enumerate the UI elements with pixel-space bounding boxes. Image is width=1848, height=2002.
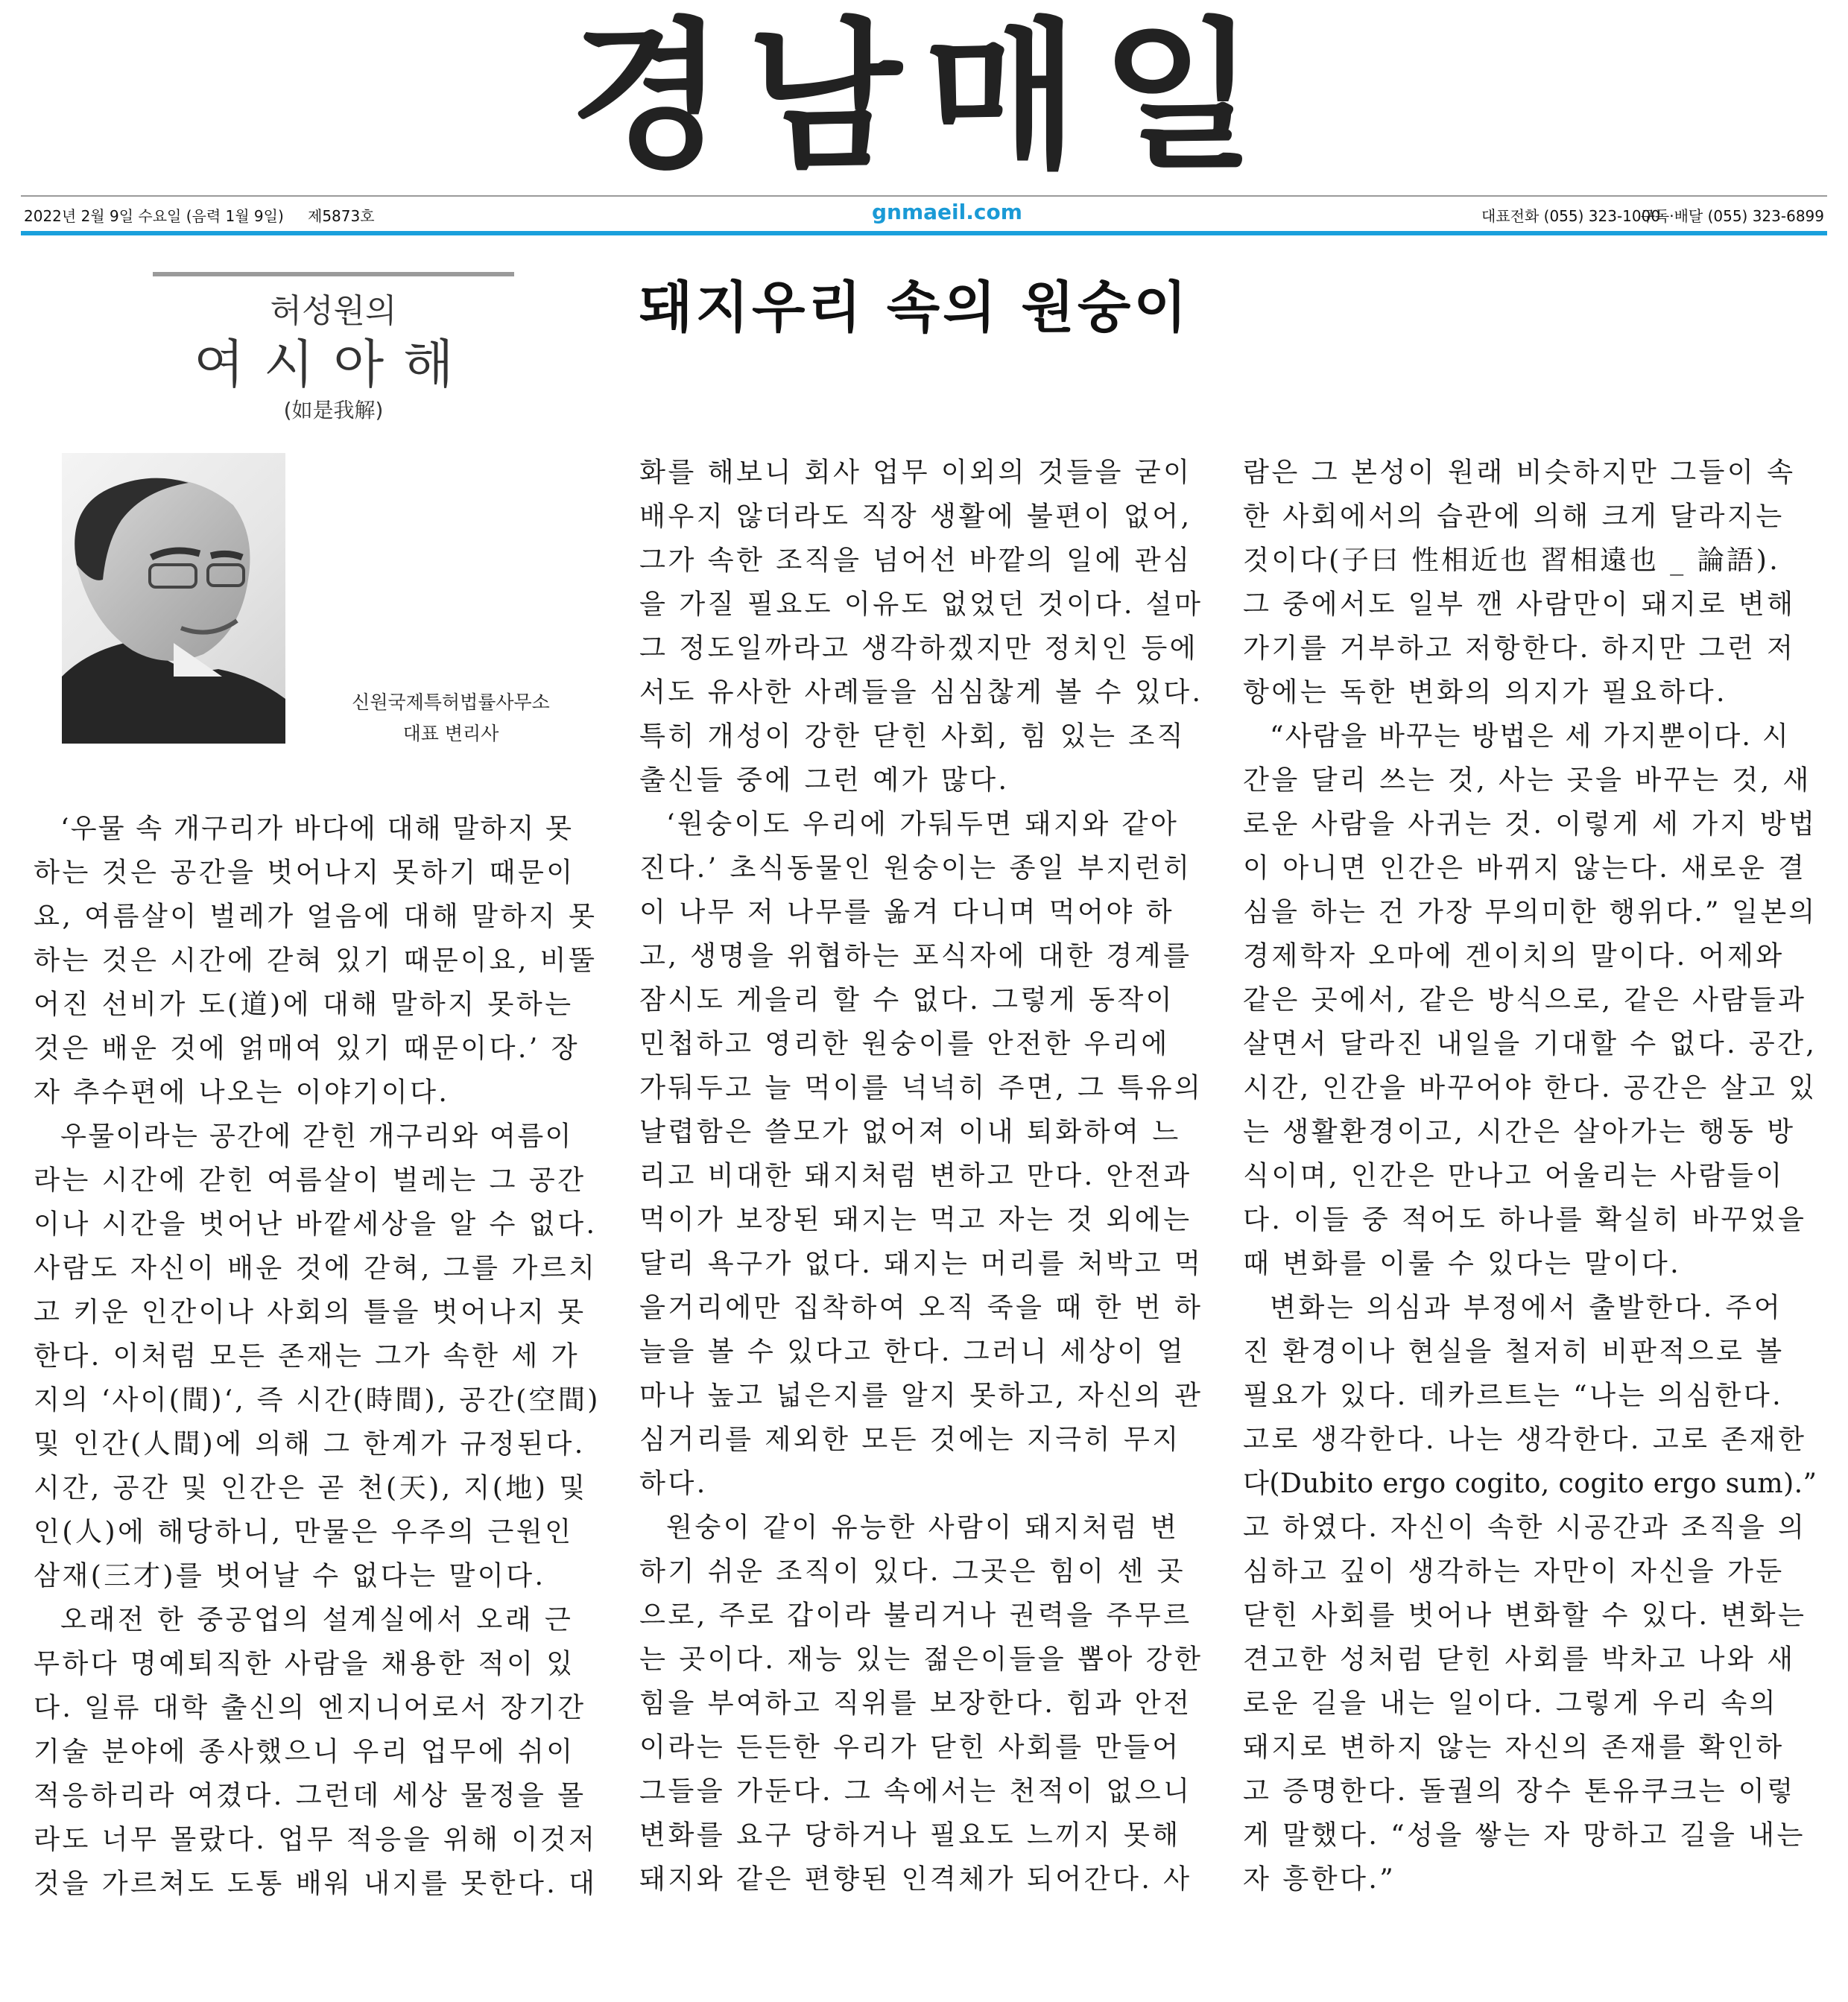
body-line: 것을 가르쳐도 도통 배워 내지를 못한다. 대 [34,1867,598,1899]
body-line: 는 곳이다. 재능 있는 젊은이들을 뽑아 강한 [639,1643,1203,1675]
body-line: 이 나무 저 나무를 옮겨 다니며 먹어야 하 [639,896,1175,928]
publication-date: 2022년 2월 9일 수요일 (음력 1월 9일) [24,207,284,225]
body-line: 돼지와 같은 편향된 인격체가 되어간다. 사 [639,1863,1192,1895]
body-line: 자 흥한다.” [1243,1863,1396,1895]
body-line: 특히 개성이 강한 닫힌 사회, 힘 있는 조직 [639,720,1186,752]
body-line: 고 증명한다. 돌궐의 장수 톤유쿠크는 이렇 [1243,1775,1796,1807]
body-line: 달리 욕구가 없다. 돼지는 머리를 처박고 먹 [639,1247,1203,1279]
body-line: 그들을 가둔다. 그 속에서는 천적이 없으니 [639,1775,1192,1807]
body-line: 사람도 자신이 배운 것에 갇혀, 그를 가르치 [34,1252,598,1284]
masthead [0,0,1848,194]
body-line: 우물이라는 공간에 갇힌 개구리와 여름이 [60,1120,573,1152]
body-line: 하는 것은 시간에 갇혀 있기 때문이요, 비뚤 [34,944,598,976]
body-line: 돼지로 변하지 않는 자신의 존재를 확인하 [1243,1731,1785,1763]
body-line: 그가 속한 조직을 넘어선 바깥의 일에 관심 [639,544,1192,576]
body-line: 어진 선비가 도(道)에 대해 말하지 못하는 [34,988,574,1020]
body-line: 이나 시간을 벗어난 바깥세상을 알 수 없다. [34,1208,598,1240]
subscription-phone: 구독·배달 (055) 323-6899 [1640,207,1824,225]
body-line: 다(Dubito ergo cogito, cogito ergo sum).” [1243,1467,1817,1499]
body-line: 람은 그 본성이 원래 비슷하지만 그들이 속 [1243,456,1796,488]
author-role: 대표 변리사 [402,723,499,744]
author-affiliation [306,687,596,750]
body-line: 로운 사람을 사귀는 것. 이렇게 세 가지 방법 [1243,808,1817,840]
body-line: 는 생활환경이고, 시간은 살아가는 행동 방 [1243,1115,1796,1147]
body-line: 오래전 한 중공업의 설계실에서 오래 근 [60,1603,574,1635]
body-line: 시간, 공간 및 인간은 곧 천(天), 지(地) 및 [34,1472,588,1504]
body-line: 배우지 않더라도 직장 생활에 불편이 없어, [639,500,1192,532]
body-line: 힘을 부여하고 직위를 보장한다. 힘과 안전 [639,1687,1192,1719]
body-line: 을거리에만 집착하여 오직 죽을 때 한 번 하 [639,1291,1203,1323]
author-photo [62,453,285,744]
body-line: 이 아니면 인간은 바뀌지 않는다. 새로운 결 [1243,852,1807,884]
body-line: 고로 생각한다. 나는 생각한다. 고로 존재한 [1243,1423,1807,1455]
body-line: 심하고 깊이 생각하는 자만이 자신을 가둔 [1243,1555,1785,1587]
newspaper-title: 경남매일 [569,3,1279,190]
body-line: 견고한 성처럼 닫힌 사회를 박차고 나와 새 [1243,1643,1796,1675]
article-column-2 [639,450,1206,1901]
body-line: 변화를 요구 당하거나 필요도 느끼지 못해 [639,1819,1181,1851]
body-line: 살면서 달라진 내일을 기대할 수 없다. 공간, [1243,1027,1817,1059]
body-line: 그 중에서도 일부 깬 사람만이 돼지로 변해 [1243,588,1796,620]
column-author-label: 허성원의 [270,292,397,330]
column-badge [153,272,514,424]
body-line: 라는 시간에 갇힌 여름살이 벌레는 그 공간 [34,1164,586,1196]
column-hanja: (如是我解) [283,398,384,422]
article-column-3 [1243,450,1817,1901]
body-line: 한다. 이처럼 모든 존재는 그가 속한 세 가 [34,1340,580,1372]
body-line: 이라는 든든한 우리가 닫힌 사회를 만들어 [639,1731,1181,1763]
article-headline: 돼지우리 속의 원숭이 [639,276,1190,340]
body-line: 날렵함은 쓸모가 없어져 이내 퇴화하여 느 [639,1115,1181,1147]
body-line: 닫힌 사회를 벗어나 변화할 수 있다. 변화는 [1243,1599,1807,1631]
body-line: 필요가 있다. 데카르트는 “나는 의심한다. [1243,1379,1784,1411]
body-line: 한 사회에서의 습관에 의해 크게 달라지는 [1243,500,1785,532]
body-line: 및 인간(人間)에 의해 그 한계가 규정된다. [34,1428,586,1460]
body-line: 하다. [639,1467,708,1499]
author-company: 신원국제특허법률사무소 [352,691,550,713]
body-line: 서도 유사한 사례들을 심심찮게 볼 수 있다. [639,676,1203,708]
body-line: 가둬두고 늘 먹이를 넉넉히 주면, 그 특유의 [639,1071,1203,1103]
body-line: 자 추수편에 나오는 이야기이다. [34,1076,450,1108]
body-line: 리고 비대한 돼지처럼 변하고 만다. 안전과 [639,1159,1192,1191]
body-line: ‘원숭이도 우리에 가둬두면 돼지와 같아 [666,808,1180,840]
body-line: 화를 해보니 회사 업무 이외의 것들을 굳이 [639,456,1192,488]
website-link[interactable]: gnmaeil.com [872,200,1022,224]
column-name: 여시아해 [194,334,473,395]
body-line: 진다.’ 초식동물인 원숭이는 종일 부지런히 [639,852,1192,884]
body-line: 항에는 독한 변화의 의지가 필요하다. [1243,676,1727,708]
badge-divider [153,272,514,276]
body-line: 하는 것은 공간을 벗어나지 못하기 때문이 [34,856,575,888]
body-line: 것은 배운 것에 얽매여 있기 때문이다.’ 장 [34,1032,580,1064]
main-phone: 대표전화 (055) 323-1000 [1481,207,1661,225]
body-line: 하기 쉬운 조직이 있다. 그곳은 힘이 센 곳 [639,1555,1186,1587]
body-line: 마나 높고 넓은지를 알지 못하고, 자신의 관 [639,1379,1203,1411]
body-line: ‘우물 속 개구리가 바다에 대해 말하지 못 [60,812,574,844]
body-line: 으로, 주로 갑이라 불리거나 권력을 주무르 [639,1599,1192,1631]
body-line: 잠시도 게을리 할 수 없다. 그렇게 동작이 [639,983,1175,1016]
body-line: 경제학자 오마에 겐이치의 말이다. 어제와 [1243,940,1785,972]
body-line: 민첩하고 영리한 원숭이를 안전한 우리에 [639,1027,1170,1059]
body-line: 먹이가 보장된 돼지는 먹고 자는 것 외에는 [639,1203,1192,1235]
body-line: 늘을 볼 수 있다고 한다. 그러니 세상이 얼 [639,1335,1186,1367]
issue-number: 제5873호 [308,207,375,225]
body-line: 그 정도일까라고 생각하겠지만 정치인 등에 [639,632,1199,664]
body-line: 가기를 거부하고 저항한다. 하지만 그런 저 [1243,632,1796,664]
body-line: 기술 분야에 종사했으니 우리 업무에 쉬이 [34,1735,575,1767]
body-line: 인(人)에 해당하니, 만물은 우주의 근원인 [34,1515,574,1548]
body-line: 심거리를 제외한 모든 것에는 지극히 무지 [639,1423,1181,1455]
body-line: 삼재(三才)를 벗어날 수 없다는 말이다. [34,1559,546,1591]
dateline-bar [21,195,1827,235]
body-line: 진 환경이나 현실을 철저히 비판적으로 볼 [1243,1335,1785,1367]
body-line: 같은 곳에서, 같은 방식으로, 같은 사람들과 [1243,983,1807,1016]
body-line: 심을 하는 건 가장 무의미한 행위다.” 일본의 [1243,896,1817,928]
body-line: 다. 일류 대학 출신의 엔지니어로서 장기간 [34,1691,586,1723]
body-line: 지의 ‘사이(間)‘, 즉 시간(時間), 공간(空間) [34,1384,601,1416]
body-line: 출신들 중에 그런 예가 많다. [639,764,1010,796]
body-line: 간을 달리 쓰는 것, 사는 곳을 바꾸는 것, 새 [1243,764,1811,796]
body-line: 시간, 인간을 바꾸어야 한다. 공간은 살고 있 [1243,1071,1817,1103]
body-line: 원숭이 같이 유능한 사람이 돼지처럼 변 [666,1511,1180,1543]
article-column-1 [34,806,600,1905]
body-line: 것이다(子曰 性相近也 習相遠也 _ 論語). [1243,544,1781,576]
body-line: 무하다 명예퇴직한 사람을 채용한 적이 있 [34,1647,575,1679]
body-line: 적응하리라 여겼다. 그런데 세상 물정을 몰 [34,1779,586,1811]
body-line: 고 하였다. 자신이 속한 시공간과 조직을 의 [1243,1511,1807,1543]
body-line: 식이며, 인간은 만나고 어울리는 사람들이 [1243,1159,1785,1191]
body-line: 변화는 의심과 부정에서 출발한다. 주어 [1270,1291,1783,1323]
body-line: “사람을 바꾸는 방법은 세 가지뿐이다. 시 [1270,720,1791,752]
body-line: 을 가질 필요도 이유도 없었던 것이다. 설마 [639,588,1203,620]
body-line: 고, 생명을 위협하는 포식자에 대한 경계를 [639,940,1192,972]
body-line: 다. 이들 중 적어도 하나를 확실히 바꾸었을 [1243,1203,1807,1235]
author-portrait-image [62,453,285,744]
body-line: 요, 여름살이 벌레가 얼음에 대해 말하지 못 [34,900,598,932]
body-line: 라도 너무 몰랐다. 업무 적응을 위해 이것저 [34,1823,598,1855]
body-line: 게 말했다. “성을 쌓는 자 망하고 길을 내는 [1243,1819,1806,1851]
body-line: 로운 길을 내는 일이다. 그렇게 우리 속의 [1243,1687,1779,1719]
body-line: 고 키운 인간이나 사회의 틀을 벗어나지 못 [34,1296,586,1328]
body-line: 때 변화를 이룰 수 있다는 말이다. [1243,1247,1682,1279]
